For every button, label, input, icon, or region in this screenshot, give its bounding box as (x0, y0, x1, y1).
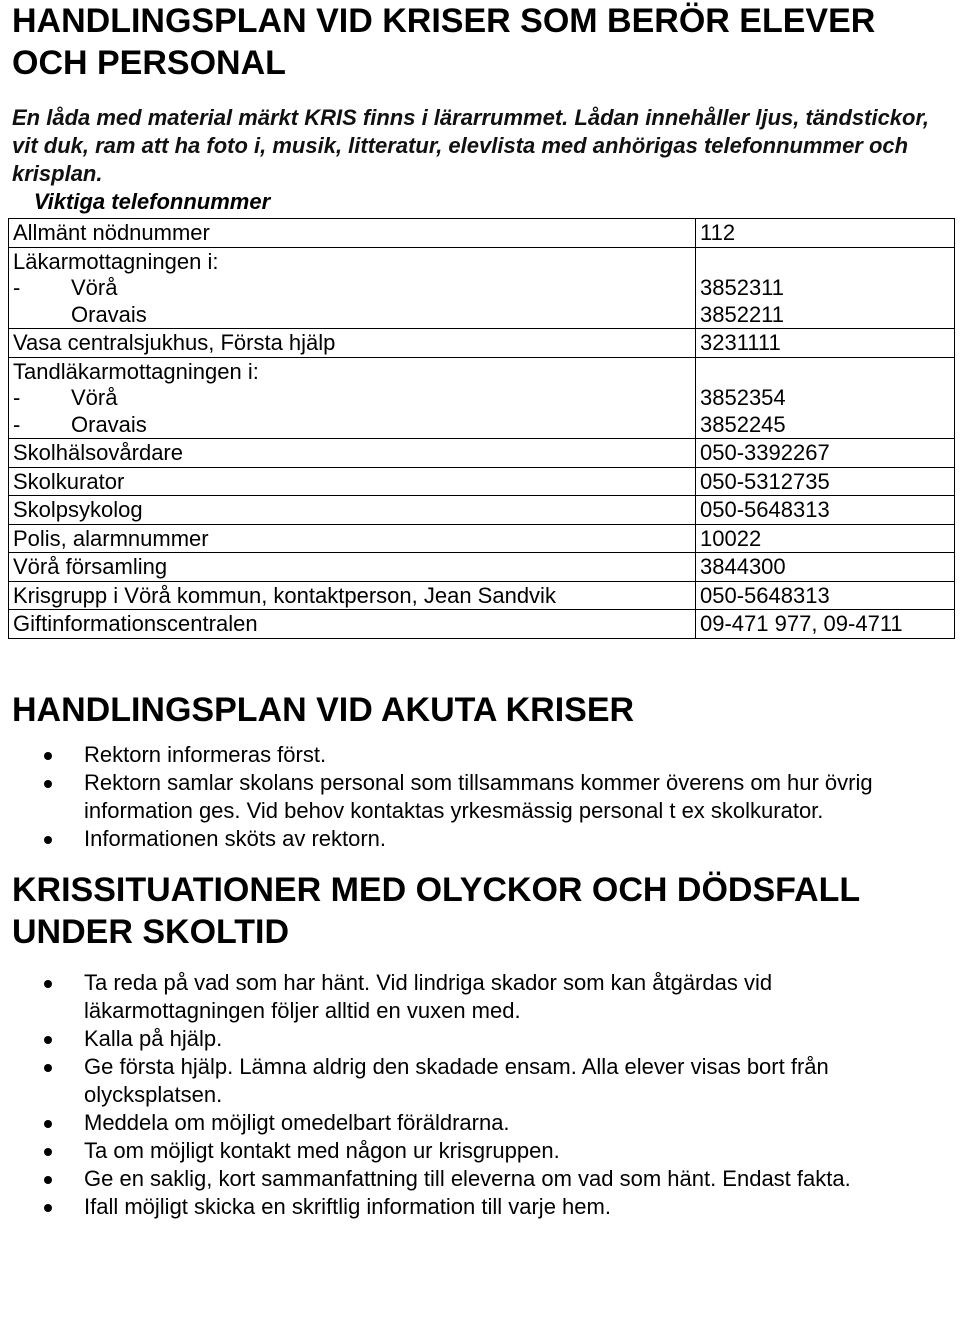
phone-label-cell (9, 439, 696, 468)
phone-sub-label (13, 302, 691, 329)
bullet-item: Kalla på hjälp. (12, 1025, 956, 1053)
phone-row (9, 553, 955, 582)
phone-number: 09-471 977, 09-4711 (700, 611, 903, 636)
document-title: HANDLINGSPLAN VID KRISER SOM BERÖR ELEVER OCH PERSONAL (12, 2, 876, 82)
phone-label-cell (9, 524, 696, 553)
phone-sub-label (13, 412, 691, 439)
phone-row (9, 219, 955, 248)
phone-number: 050-3392267 (700, 440, 830, 465)
phone-row (9, 581, 955, 610)
phone-label: Skolhälsovårdare (13, 440, 183, 465)
phone-value-cell (696, 553, 955, 582)
dash-marker: - (13, 385, 21, 410)
phone-label: Allmänt nödnummer (13, 220, 210, 245)
bullet-item: Ifall möjligt skicka en skriftlig information till varje hem. (12, 1193, 956, 1221)
phone-sub-label (13, 385, 691, 412)
phone-row (9, 357, 955, 439)
phone-label: Polis, alarmnummer (13, 525, 209, 551)
phone-label: Vasa centralsjukhus, Första hjälp (13, 330, 336, 355)
phone-value-cell (696, 329, 955, 358)
phone-sub-text: Vörå (71, 275, 118, 300)
bullet-item: Ge en saklig, kort sammanfattning till eleverna om vad som hänt. Endast fakta. (12, 1165, 956, 1193)
phone-value-cell (696, 247, 955, 329)
phone-row (9, 496, 955, 525)
acute-list (12, 731, 956, 853)
phone-value-cell (696, 581, 955, 610)
intro-paragraph: En låda med material märkt KRIS finns i lärarrummet. Lådan innehåller ljus, tändstickor, vit duk, ram att ha foto i, musik, litteratur, elevlista med anhörigas telefonnummer och krisplan. (12, 105, 929, 186)
phone-number: 10022 (700, 525, 762, 551)
phone-label: Skolkurator (13, 468, 125, 494)
phone-sub-label (13, 275, 691, 302)
bullet-item: Ta reda på vad som har hänt. Vid lindriga skador som kan åtgärdas vid läkarmottagningen följer alltid en vuxen med. (12, 969, 956, 1025)
phone-sub-text: Oravais (71, 411, 147, 437)
phone-value-cell (696, 219, 955, 248)
dash-marker: - (13, 275, 21, 300)
phone-value-cell (696, 439, 955, 468)
phone-label-cell (9, 247, 696, 329)
phone-table (8, 218, 955, 639)
phone-label: Giftinformationscentralen (13, 611, 258, 636)
dash-marker: - (13, 411, 21, 437)
phone-label: Krisgrupp i Vörå kommun, kontaktperson, Jean Sandvik (13, 582, 556, 608)
phone-number: 112 (700, 220, 736, 245)
phone-label-cell (9, 581, 696, 610)
phone-section-heading: Viktiga telefonnummer (33, 189, 271, 214)
phone-row (9, 610, 955, 639)
phone-row (9, 439, 955, 468)
phone-label-cell (9, 553, 696, 582)
bullet-item: Rektorn informeras först. (12, 741, 956, 769)
phone-number: 3852354 (700, 385, 786, 410)
document-page (12, 0, 956, 1221)
phone-label-cell (9, 357, 696, 439)
phone-label: Läkarmottagningen i: (13, 248, 219, 274)
phone-number: 3231111 (700, 330, 781, 355)
phone-value-cell (696, 610, 955, 639)
phone-number: 050-5648313 (700, 497, 830, 522)
acute-heading: HANDLINGSPLAN VID AKUTA KRISER (12, 690, 635, 729)
phone-row (9, 329, 955, 358)
phone-sub-text: Oravais (71, 301, 147, 327)
phone-label-cell (9, 467, 696, 496)
phone-row (9, 247, 955, 329)
phone-label: Vörå församling (13, 554, 168, 579)
phone-number: 3852245 (700, 411, 786, 437)
phone-number: 050-5648313 (700, 582, 830, 608)
phone-label: Tandläkarmottagningen i: (13, 358, 259, 384)
phone-label: Skolpsykolog (13, 497, 143, 522)
bullet-item: Meddela om möjligt omedelbart föräldrarna. (12, 1109, 956, 1137)
bullet-item: Ta om möjligt kontakt med någon ur krisgruppen. (12, 1137, 956, 1165)
accidents-list (12, 953, 956, 1221)
phone-label-cell (9, 496, 696, 525)
phone-value-cell (696, 496, 955, 525)
bullet-item: Rektorn samlar skolans personal som tillsammans kommer överens om hur övrig information ges. Vid behov kontaktas yrkesmässig personal t ex skolkurator. (12, 769, 956, 825)
phone-label-cell (9, 219, 696, 248)
phone-number: 3852311 (700, 275, 785, 300)
phone-row (9, 524, 955, 553)
phone-number: 3852211 (700, 301, 785, 327)
phone-value-cell (696, 524, 955, 553)
phone-value-cell (696, 357, 955, 439)
accidents-heading: KRISSITUATIONER MED OLYCKOR OCH DÖDSFALL UNDER SKOLTID (12, 870, 860, 951)
phone-sub-text: Vörå (71, 385, 118, 410)
phone-number: 050-5312735 (700, 468, 830, 494)
phone-row (9, 467, 955, 496)
phone-value-cell (696, 467, 955, 496)
phone-label-cell (9, 329, 696, 358)
phone-label-cell (9, 610, 696, 639)
phone-number: 3844300 (700, 554, 786, 579)
bullet-item: Ge första hjälp. Lämna aldrig den skadade ensam. Alla elever visas bort från olycksplatsen. (12, 1053, 956, 1109)
bullet-item: Informationen sköts av rektorn. (12, 825, 956, 853)
